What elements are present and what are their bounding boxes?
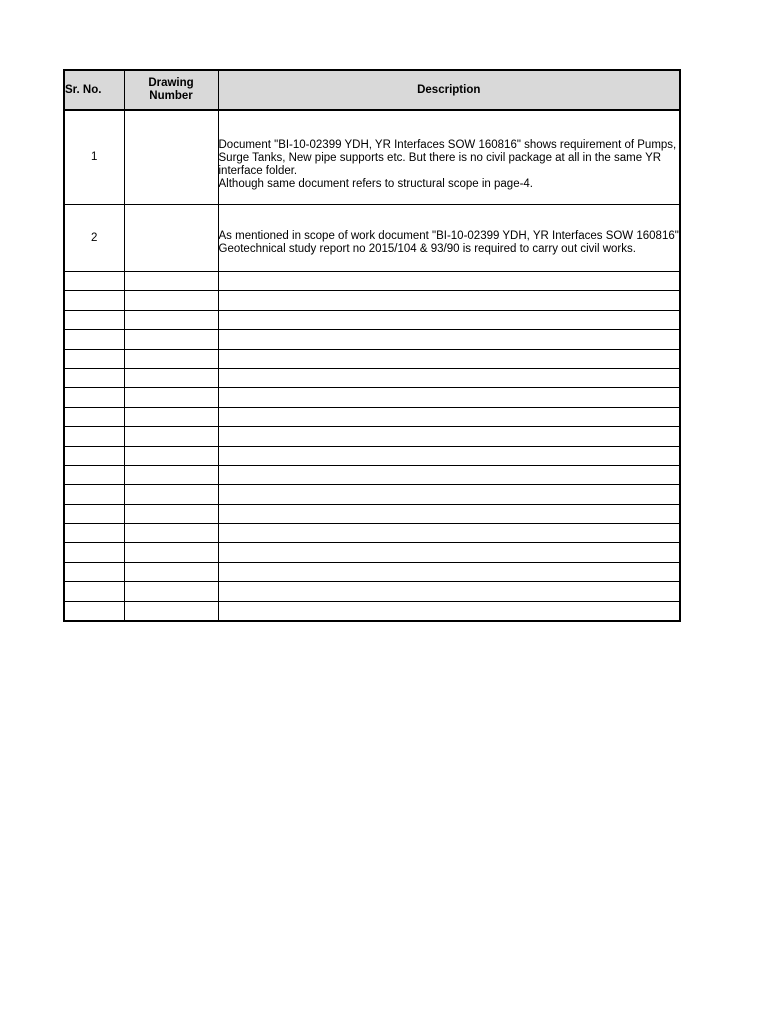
empty-cell-drawing-number	[124, 562, 218, 581]
empty-cell-sr-no	[64, 368, 124, 387]
empty-cell-sr-no	[64, 601, 124, 621]
empty-cell-sr-no	[64, 446, 124, 465]
empty-cell-sr-no	[64, 310, 124, 329]
empty-cell-description	[218, 407, 680, 426]
empty-table-row	[64, 582, 680, 601]
empty-table-row	[64, 272, 680, 291]
empty-cell-drawing-number	[124, 485, 218, 504]
empty-cell-drawing-number	[124, 601, 218, 621]
row-description	[218, 110, 680, 205]
empty-cell-drawing-number	[124, 524, 218, 543]
empty-cell-drawing-number	[124, 446, 218, 465]
empty-cell-drawing-number	[124, 291, 218, 310]
header-sr-no: Sr. No.	[64, 70, 124, 110]
empty-cell-description	[218, 582, 680, 601]
table-row	[64, 110, 680, 205]
empty-cell-sr-no	[64, 272, 124, 291]
header-row	[64, 70, 680, 110]
header-drawing-number-line1: Drawing	[148, 77, 194, 89]
table-body	[64, 110, 680, 272]
empty-table-row	[64, 310, 680, 329]
empty-cell-drawing-number	[124, 349, 218, 368]
empty-rows	[64, 272, 680, 622]
row-sr-no: 1	[64, 110, 124, 205]
empty-cell-drawing-number	[124, 543, 218, 562]
empty-cell-drawing-number	[124, 427, 218, 446]
empty-cell-description	[218, 330, 680, 349]
empty-cell-sr-no	[64, 349, 124, 368]
table-header	[64, 70, 680, 110]
empty-cell-sr-no	[64, 388, 124, 407]
empty-cell-description	[218, 485, 680, 504]
empty-cell-drawing-number	[124, 582, 218, 601]
empty-table-row	[64, 388, 680, 407]
empty-cell-description	[218, 524, 680, 543]
header-drawing-number-line2: Number	[149, 90, 193, 102]
empty-table-row	[64, 504, 680, 523]
empty-cell-drawing-number	[124, 368, 218, 387]
empty-table-row	[64, 407, 680, 426]
empty-table-row	[64, 562, 680, 581]
empty-table-row	[64, 446, 680, 465]
empty-cell-sr-no	[64, 407, 124, 426]
empty-cell-description	[218, 349, 680, 368]
empty-cell-description	[218, 272, 680, 291]
empty-cell-description	[218, 446, 680, 465]
empty-cell-sr-no	[64, 427, 124, 446]
row-drawing-number	[124, 110, 218, 205]
empty-cell-drawing-number	[124, 330, 218, 349]
row-description	[218, 205, 680, 272]
empty-cell-sr-no	[64, 582, 124, 601]
issues-table	[63, 69, 681, 622]
empty-cell-description	[218, 291, 680, 310]
row-description-line: As mentioned in scope of work document "BI-10-02399 YDH, YR Interfaces SOW 160816" Geotechnical study report no 2015/104 & 93/90 is required to carry out civil works.	[218, 230, 679, 255]
empty-cell-description	[218, 543, 680, 562]
row-description-line: Although same document refers to structural scope in page-4.	[218, 178, 534, 190]
empty-cell-sr-no	[64, 330, 124, 349]
empty-table-row	[64, 368, 680, 387]
empty-table-row	[64, 349, 680, 368]
empty-cell-sr-no	[64, 291, 124, 310]
empty-table-row	[64, 427, 680, 446]
empty-table-row	[64, 291, 680, 310]
empty-table-row	[64, 543, 680, 562]
header-description: Description	[218, 70, 680, 110]
empty-cell-drawing-number	[124, 407, 218, 426]
empty-cell-description	[218, 504, 680, 523]
row-sr-no: 2	[64, 205, 124, 272]
empty-cell-sr-no	[64, 524, 124, 543]
row-description-line: Document "BI-10-02399 YDH, YR Interfaces SOW 160816" shows requirement of Pumps, Surge Tanks, New pipe supports etc. But there is no civil package at all in the same YR interface folder.	[218, 139, 677, 177]
empty-table-row	[64, 465, 680, 484]
empty-table-row	[64, 330, 680, 349]
empty-cell-drawing-number	[124, 504, 218, 523]
empty-cell-drawing-number	[124, 388, 218, 407]
empty-table-row	[64, 524, 680, 543]
empty-cell-sr-no	[64, 465, 124, 484]
empty-cell-sr-no	[64, 485, 124, 504]
header-drawing-number	[124, 70, 218, 110]
row-drawing-number	[124, 205, 218, 272]
empty-cell-description	[218, 388, 680, 407]
empty-table-row	[64, 485, 680, 504]
empty-cell-description	[218, 427, 680, 446]
empty-cell-drawing-number	[124, 272, 218, 291]
empty-cell-sr-no	[64, 562, 124, 581]
empty-cell-description	[218, 465, 680, 484]
empty-table-row	[64, 601, 680, 621]
empty-cell-drawing-number	[124, 310, 218, 329]
empty-cell-description	[218, 368, 680, 387]
empty-cell-description	[218, 310, 680, 329]
empty-cell-drawing-number	[124, 465, 218, 484]
empty-cell-description	[218, 562, 680, 581]
empty-cell-sr-no	[64, 543, 124, 562]
empty-cell-sr-no	[64, 504, 124, 523]
empty-cell-description	[218, 601, 680, 621]
table-row	[64, 205, 680, 272]
